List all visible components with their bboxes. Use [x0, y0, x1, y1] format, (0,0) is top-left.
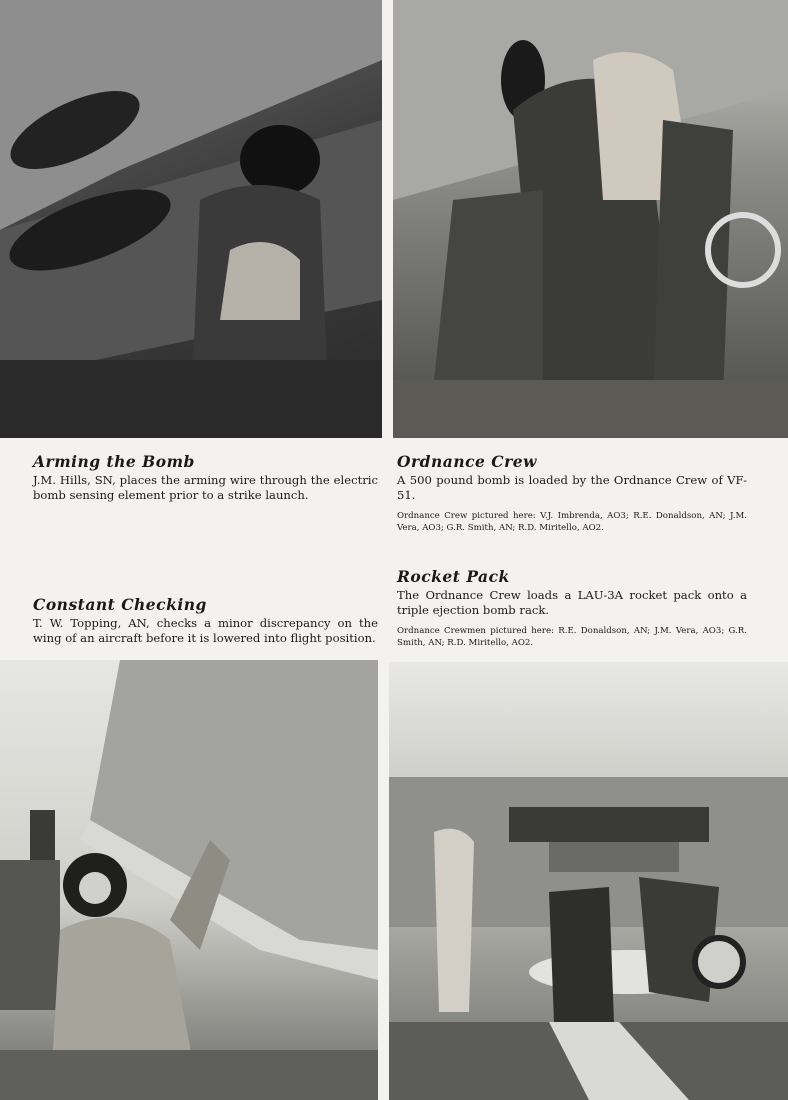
- photo-arming-the-bomb: [0, 0, 382, 438]
- photo-constant-checking: [0, 660, 378, 1100]
- photo-ordnance-crew: [393, 0, 788, 438]
- caption-credits: Ordnance Crew pictured here: V.J. Imbrenda, AO3; R.E. Donaldson, AN; J.M. Vera, AO3; G.R. Smith, AN; R.D. Miritello, AO2.: [397, 511, 747, 533]
- caption-body: J.M. Hills, SN, places the arming wire through the electric bomb sensing element prior to a strike launch.: [33, 473, 378, 502]
- caption-title: Arming the Bomb: [33, 452, 195, 471]
- caption-body: A 500 pound bomb is loaded by the Ordnance Crew of VF-51.: [397, 473, 747, 502]
- caption-rocket-pack: [397, 567, 747, 649]
- caption-body: T. W. Topping, AN, checks a minor discrepancy on the wing of an aircraft before it is lowered into flight position.: [33, 616, 378, 645]
- caption-title: Ordnance Crew: [397, 452, 537, 471]
- photo-rocket-pack: [389, 662, 788, 1100]
- caption-body: The Ordnance Crew loads a LAU-3A rocket pack onto a triple ejection bomb rack.: [397, 588, 747, 617]
- caption-credits: Ordnance Crewmen pictured here: R.E. Donaldson, AN; J.M. Vera, AO3; G.R. Smith, AN; R.D. Miritello, AO2.: [397, 626, 747, 648]
- caption-title: Rocket Pack: [397, 567, 510, 586]
- caption-ordnance-crew: [397, 452, 747, 534]
- caption-title: Constant Checking: [33, 595, 207, 614]
- caption-arming-the-bomb: [33, 452, 378, 503]
- caption-constant-checking: [33, 595, 378, 646]
